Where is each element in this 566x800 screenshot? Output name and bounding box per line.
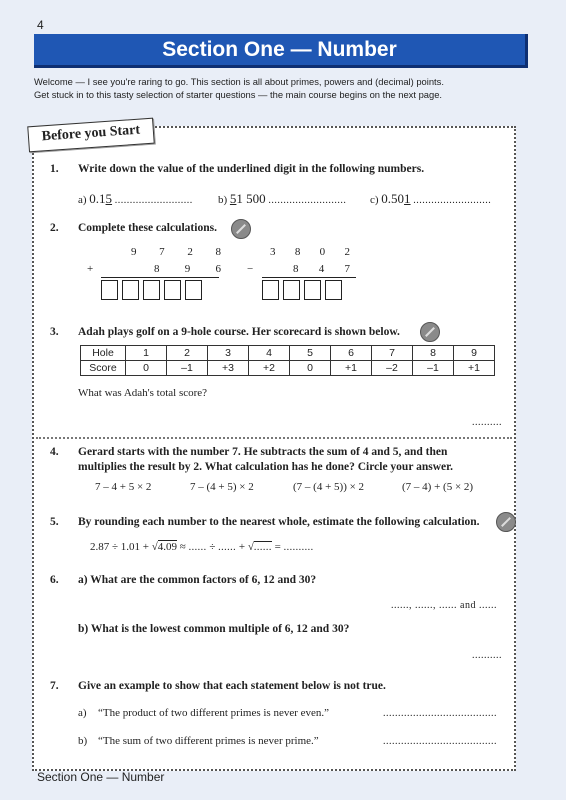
score-cell: 0 (290, 361, 331, 376)
q1-part-a (78, 191, 193, 207)
answer-box[interactable] (122, 280, 139, 300)
page-number: 4 (37, 18, 44, 32)
addition-operator: + (87, 263, 94, 275)
q6-part-b: b) What is the lowest common multiple of 6, 12 and 30? (78, 623, 350, 635)
q3-text: Adah plays golf on a 9-hole course. Her scorecard is shown below. (78, 326, 400, 338)
q1-c-answer-line: .......................... (413, 195, 492, 206)
calculator-allowed-icon (420, 322, 440, 342)
q1-number: 1. (50, 163, 59, 175)
subtraction-operator: − (247, 263, 254, 275)
addition-rule (101, 277, 219, 278)
q6-a-answer-line[interactable]: ......, ......, ...... and ...... (391, 600, 497, 611)
q1-b-label: b) (218, 194, 228, 206)
q3-question: What was Adah's total score? (78, 387, 208, 399)
answer-box[interactable] (283, 280, 300, 300)
q4-option[interactable]: 7 – (4 + 5) × 2 (190, 481, 254, 493)
q1-part-c (370, 191, 491, 207)
footer-section-name: Section One — Number (37, 770, 165, 784)
hole-cell: 7 (372, 346, 413, 361)
addition-answer-boxes[interactable] (101, 280, 202, 300)
q1-a-answer-line: .......................... (114, 195, 193, 206)
answer-box[interactable] (185, 280, 202, 300)
score-cell: –2 (372, 361, 413, 376)
hole-header: Hole (81, 346, 126, 361)
q7-b-answer-line[interactable]: ...................................... (383, 736, 497, 747)
no-calculator-icon (496, 512, 516, 532)
q7-a-text: “The product of two different primes is never even.” (98, 707, 330, 719)
q7-b-label: b) (78, 735, 88, 747)
q4-option[interactable]: (7 – (4 + 5)) × 2 (293, 481, 365, 493)
q6-number: 6. (50, 574, 59, 586)
intro-line-2: Get stuck in to this tasty selection of starter questions — the main course begins on the next page. (34, 89, 443, 100)
score-cell: +1 (454, 361, 495, 376)
q1-c-number: 0.501 (381, 191, 411, 206)
scorecard-table (80, 345, 495, 376)
q1-text: Write down the value of the underlined digit in the following numbers. (78, 163, 425, 175)
answer-box[interactable] (101, 280, 118, 300)
table-row (81, 346, 495, 361)
score-cell: +2 (249, 361, 290, 376)
answer-box[interactable] (304, 280, 321, 300)
q1-b-number: 51 500 (229, 191, 266, 206)
q1-a-number: 0.15 (89, 191, 113, 206)
hole-cell: 2 (167, 346, 208, 361)
subtraction-rule (262, 277, 356, 278)
divider (36, 437, 512, 439)
hole-cell: 6 (331, 346, 372, 361)
q1-c-label: c) (370, 194, 379, 206)
before-you-start-tag: Before you Start (27, 118, 155, 153)
answer-box[interactable] (262, 280, 279, 300)
q4-line-1: Gerard starts with the number 7. He subtracts the sum of 4 and 5, and then (78, 446, 448, 458)
q4-option[interactable]: 7 – 4 + 5 × 2 (95, 481, 152, 493)
q5-number: 5. (50, 516, 59, 528)
answer-box[interactable] (143, 280, 160, 300)
q1-part-b (218, 191, 346, 207)
q5-text: By rounding each number to the nearest whole, estimate the following calculation. (78, 516, 480, 528)
q3-answer-line[interactable]: .......... (472, 417, 502, 428)
q1-a-label: a) (78, 194, 87, 206)
score-cell: 0 (126, 361, 167, 376)
hole-cell: 8 (413, 346, 454, 361)
q6-b-answer-line[interactable]: .......... (472, 650, 502, 661)
score-cell: –1 (167, 361, 208, 376)
intro-line-1: Welcome — I see you're raring to go. This section is all about primes, powers and (decimal) points. (34, 76, 444, 87)
score-cell: +1 (331, 361, 372, 376)
q4-line-2: multiplies the result by 2. What calculation has he done? Circle your answer. (78, 461, 454, 473)
q4-option[interactable]: (7 – 4) + (5 × 2) (402, 481, 474, 493)
addition-top-row: 9 7 2 8 (131, 246, 221, 258)
q7-b-text: “The sum of two different primes is never prime.” (98, 735, 319, 747)
q7-text: Give an example to show that each statement below is not true. (78, 680, 386, 692)
hole-cell: 9 (454, 346, 495, 361)
hole-cell: 5 (290, 346, 331, 361)
q3-number: 3. (50, 326, 59, 338)
section-title: Section One — Number (34, 34, 528, 68)
q5-expression: 2.87 ÷ 1.01 + √4.09 ≈ ...... ÷ ...... + √...... = .......... (90, 541, 314, 553)
q2-number: 2. (50, 222, 59, 234)
subtraction-answer-boxes[interactable] (262, 280, 342, 300)
table-row (81, 361, 495, 376)
score-cell: +3 (208, 361, 249, 376)
q7-a-label: a) (78, 707, 87, 719)
subtraction-bottom-row: 8 4 7 (293, 263, 350, 275)
no-calculator-icon (231, 219, 251, 239)
q6-part-a: a) What are the common factors of 6, 12 and 30? (78, 574, 317, 586)
q7-number: 7. (50, 680, 59, 692)
hole-cell: 4 (249, 346, 290, 361)
hole-cell: 3 (208, 346, 249, 361)
hole-cell: 1 (126, 346, 167, 361)
q7-a-answer-line[interactable]: ...................................... (383, 708, 497, 719)
answer-box[interactable] (164, 280, 181, 300)
q1-b-answer-line: .......................... (268, 195, 347, 206)
answer-box[interactable] (325, 280, 342, 300)
addition-bottom-row: 8 9 6 (154, 263, 221, 275)
score-cell: –1 (413, 361, 454, 376)
q2-text: Complete these calculations. (78, 222, 217, 234)
intro-text (34, 75, 534, 101)
subtraction-top-row: 3 8 0 2 (270, 246, 350, 258)
q4-number: 4. (50, 446, 59, 458)
score-header: Score (81, 361, 126, 376)
